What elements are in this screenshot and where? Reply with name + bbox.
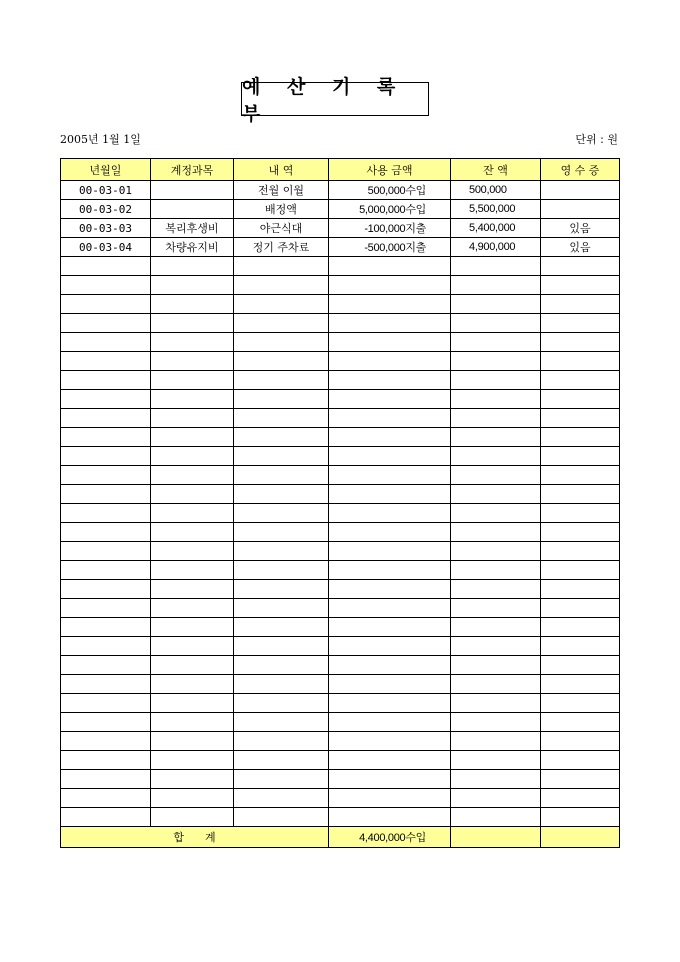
empty-row: [61, 618, 620, 637]
empty-row: [61, 409, 620, 428]
cell-receipt: [541, 276, 620, 295]
header-date: 년월일: [61, 159, 151, 181]
cell-account: [151, 656, 234, 675]
cell-date: 00-03-04: [61, 238, 151, 257]
cell-account: [151, 808, 234, 827]
cell-account: [151, 390, 234, 409]
cell-balance: [451, 732, 541, 751]
cell-date: [61, 675, 151, 694]
cell-detail: [234, 789, 329, 808]
cell-detail: [234, 580, 329, 599]
cell-receipt: [541, 371, 620, 390]
cell-account: 복리후생비: [151, 219, 234, 238]
cell-amount: [329, 599, 451, 618]
table-row: [61, 219, 620, 238]
cell-receipt: [541, 390, 620, 409]
empty-row: [61, 808, 620, 827]
cell-balance: [451, 751, 541, 770]
cell-balance: 4,900,000: [451, 238, 541, 257]
title-box: [241, 76, 429, 125]
cell-detail: 배정액: [234, 200, 329, 219]
cell-detail: [234, 523, 329, 542]
cell-account: [151, 732, 234, 751]
cell-account: [151, 333, 234, 352]
total-balance-cell: [451, 827, 541, 848]
cell-date: [61, 257, 151, 276]
cell-receipt: [541, 561, 620, 580]
cell-amount: -500,000지출: [329, 238, 451, 257]
cell-amount: [329, 447, 451, 466]
cell-date: [61, 504, 151, 523]
cell-detail: [234, 656, 329, 675]
cell-balance: [451, 352, 541, 371]
cell-receipt: 있음: [541, 238, 620, 257]
cell-amount: [329, 333, 451, 352]
cell-receipt: [541, 200, 620, 219]
cell-receipt: [541, 181, 620, 200]
cell-detail: [234, 770, 329, 789]
cell-detail: [234, 618, 329, 637]
cell-account: [151, 314, 234, 333]
cell-balance: 500,000: [451, 181, 541, 200]
cell-balance: [451, 295, 541, 314]
cell-detail: [234, 428, 329, 447]
empty-row: [61, 770, 620, 789]
cell-amount: [329, 314, 451, 333]
cell-date: [61, 523, 151, 542]
cell-amount: [329, 751, 451, 770]
cell-account: [151, 428, 234, 447]
cell-balance: 5,500,000: [451, 200, 541, 219]
empty-row: [61, 314, 620, 333]
cell-balance: [451, 257, 541, 276]
empty-row: [61, 485, 620, 504]
cell-receipt: [541, 504, 620, 523]
ledger-body: [61, 181, 620, 827]
cell-receipt: [541, 675, 620, 694]
cell-detail: [234, 276, 329, 295]
empty-row: [61, 713, 620, 732]
cell-balance: [451, 428, 541, 447]
cell-date: [61, 352, 151, 371]
cell-amount: [329, 485, 451, 504]
cell-date: [61, 751, 151, 770]
cell-date: [61, 789, 151, 808]
cell-balance: [451, 599, 541, 618]
cell-account: [151, 466, 234, 485]
cell-account: [151, 580, 234, 599]
cell-receipt: [541, 656, 620, 675]
cell-detail: [234, 390, 329, 409]
cell-account: [151, 352, 234, 371]
cell-receipt: [541, 409, 620, 428]
cell-amount: [329, 466, 451, 485]
empty-row: [61, 257, 620, 276]
cell-amount: [329, 409, 451, 428]
cell-detail: 전월 이월: [234, 181, 329, 200]
empty-row: [61, 789, 620, 808]
cell-receipt: [541, 257, 620, 276]
cell-receipt: [541, 713, 620, 732]
empty-row: [61, 694, 620, 713]
cell-receipt: [541, 694, 620, 713]
total-receipt-cell: [541, 827, 620, 848]
cell-receipt: [541, 618, 620, 637]
cell-date: 00-03-01: [61, 181, 151, 200]
empty-row: [61, 523, 620, 542]
cell-detail: [234, 637, 329, 656]
cell-date: [61, 637, 151, 656]
cell-receipt: [541, 428, 620, 447]
cell-receipt: [541, 789, 620, 808]
cell-date: 00-03-03: [61, 219, 151, 238]
cell-balance: [451, 371, 541, 390]
cell-balance: [451, 333, 541, 352]
cell-balance: [451, 618, 541, 637]
cell-receipt: [541, 599, 620, 618]
cell-date: [61, 409, 151, 428]
empty-row: [61, 390, 620, 409]
document-date: 2005년 1월 1일: [60, 133, 141, 146]
cell-detail: [234, 599, 329, 618]
cell-amount: [329, 523, 451, 542]
cell-detail: [234, 713, 329, 732]
cell-detail: [234, 542, 329, 561]
cell-amount: [329, 789, 451, 808]
cell-amount: [329, 352, 451, 371]
cell-detail: [234, 352, 329, 371]
cell-date: [61, 428, 151, 447]
cell-balance: 5,400,000: [451, 219, 541, 238]
empty-row: [61, 542, 620, 561]
cell-balance: [451, 561, 541, 580]
cell-amount: 500,000수입: [329, 181, 451, 200]
cell-amount: [329, 257, 451, 276]
empty-row: [61, 352, 620, 371]
cell-balance: [451, 656, 541, 675]
cell-balance: [451, 409, 541, 428]
empty-row: [61, 561, 620, 580]
cell-date: [61, 314, 151, 333]
cell-receipt: [541, 770, 620, 789]
cell-detail: [234, 808, 329, 827]
cell-detail: [234, 447, 329, 466]
empty-row: [61, 295, 620, 314]
empty-row: [61, 447, 620, 466]
header-detail: 내 역: [234, 159, 329, 181]
cell-amount: [329, 561, 451, 580]
cell-account: [151, 371, 234, 390]
cell-account: [151, 523, 234, 542]
document-title: 예 산 기 록 부: [242, 76, 406, 125]
cell-amount: [329, 675, 451, 694]
cell-amount: [329, 390, 451, 409]
cell-balance: [451, 504, 541, 523]
cell-amount: [329, 428, 451, 447]
cell-receipt: [541, 751, 620, 770]
cell-account: [151, 561, 234, 580]
cell-detail: [234, 257, 329, 276]
cell-amount: [329, 276, 451, 295]
empty-row: [61, 656, 620, 675]
header-receipt: 영 수 증: [541, 159, 620, 181]
cell-account: [151, 181, 234, 200]
cell-detail: [234, 333, 329, 352]
cell-balance: [451, 485, 541, 504]
empty-row: [61, 732, 620, 751]
cell-detail: [234, 466, 329, 485]
cell-account: [151, 257, 234, 276]
cell-detail: [234, 409, 329, 428]
cell-amount: [329, 656, 451, 675]
cell-receipt: [541, 485, 620, 504]
cell-receipt: [541, 732, 620, 751]
cell-date: [61, 770, 151, 789]
cell-account: [151, 789, 234, 808]
cell-account: [151, 675, 234, 694]
cell-account: [151, 618, 234, 637]
cell-date: [61, 656, 151, 675]
cell-account: [151, 295, 234, 314]
table-row: [61, 238, 620, 257]
cell-receipt: [541, 523, 620, 542]
unit-label: 단위 : 원: [575, 133, 618, 146]
cell-amount: [329, 371, 451, 390]
cell-account: [151, 751, 234, 770]
cell-account: [151, 694, 234, 713]
total-amount: 4,400,000수입: [329, 827, 451, 848]
cell-account: 차량유지비: [151, 238, 234, 257]
cell-amount: [329, 295, 451, 314]
cell-account: [151, 447, 234, 466]
table-row: [61, 181, 620, 200]
cell-detail: 정기 주차료: [234, 238, 329, 257]
cell-receipt: [541, 333, 620, 352]
cell-balance: [451, 637, 541, 656]
empty-row: [61, 428, 620, 447]
cell-amount: [329, 808, 451, 827]
cell-detail: [234, 295, 329, 314]
cell-detail: [234, 314, 329, 333]
cell-receipt: [541, 542, 620, 561]
cell-amount: 5,000,000수입: [329, 200, 451, 219]
empty-row: [61, 504, 620, 523]
cell-balance: [451, 276, 541, 295]
empty-row: [61, 371, 620, 390]
cell-balance: [451, 770, 541, 789]
cell-account: [151, 542, 234, 561]
cell-account: [151, 770, 234, 789]
cell-date: [61, 732, 151, 751]
cell-receipt: [541, 447, 620, 466]
empty-row: [61, 599, 620, 618]
cell-balance: [451, 789, 541, 808]
empty-row: [61, 466, 620, 485]
cell-balance: [451, 542, 541, 561]
cell-detail: [234, 371, 329, 390]
cell-detail: [234, 675, 329, 694]
cell-receipt: [541, 466, 620, 485]
cell-date: 00-03-02: [61, 200, 151, 219]
budget-ledger-table: [60, 158, 620, 848]
cell-date: [61, 447, 151, 466]
cell-amount: [329, 580, 451, 599]
cell-account: [151, 276, 234, 295]
cell-amount: [329, 713, 451, 732]
cell-amount: [329, 694, 451, 713]
cell-date: [61, 276, 151, 295]
cell-date: [61, 390, 151, 409]
total-row: [61, 827, 620, 848]
empty-row: [61, 276, 620, 295]
cell-balance: [451, 675, 541, 694]
cell-amount: [329, 504, 451, 523]
cell-receipt: [541, 580, 620, 599]
cell-amount: [329, 542, 451, 561]
cell-date: [61, 295, 151, 314]
cell-account: [151, 200, 234, 219]
header-row: [61, 159, 620, 181]
cell-amount: [329, 637, 451, 656]
cell-account: [151, 409, 234, 428]
cell-detail: [234, 751, 329, 770]
cell-date: [61, 542, 151, 561]
cell-balance: [451, 314, 541, 333]
cell-balance: [451, 390, 541, 409]
cell-amount: [329, 770, 451, 789]
cell-date: [61, 371, 151, 390]
cell-receipt: [541, 314, 620, 333]
cell-balance: [451, 523, 541, 542]
cell-detail: [234, 485, 329, 504]
cell-date: [61, 485, 151, 504]
cell-balance: [451, 713, 541, 732]
cell-amount: [329, 732, 451, 751]
cell-receipt: [541, 637, 620, 656]
table-row: [61, 200, 620, 219]
header-account: 계정과목: [151, 159, 234, 181]
cell-account: [151, 504, 234, 523]
cell-receipt: [541, 352, 620, 371]
cell-date: [61, 713, 151, 732]
empty-row: [61, 751, 620, 770]
header-amount: 사용 금액: [329, 159, 451, 181]
cell-amount: -100,000지출: [329, 219, 451, 238]
cell-detail: [234, 504, 329, 523]
cell-receipt: [541, 295, 620, 314]
cell-detail: [234, 694, 329, 713]
header-balance: 잔 액: [451, 159, 541, 181]
empty-row: [61, 333, 620, 352]
cell-account: [151, 485, 234, 504]
cell-date: [61, 599, 151, 618]
cell-date: [61, 466, 151, 485]
cell-amount: [329, 618, 451, 637]
total-label: 합 계: [61, 827, 329, 848]
cell-account: [151, 599, 234, 618]
cell-date: [61, 561, 151, 580]
cell-detail: [234, 561, 329, 580]
cell-balance: [451, 447, 541, 466]
cell-date: [61, 808, 151, 827]
cell-balance: [451, 808, 541, 827]
cell-date: [61, 580, 151, 599]
cell-date: [61, 333, 151, 352]
cell-date: [61, 618, 151, 637]
empty-row: [61, 580, 620, 599]
cell-receipt: 있음: [541, 219, 620, 238]
cell-account: [151, 713, 234, 732]
cell-balance: [451, 466, 541, 485]
empty-row: [61, 637, 620, 656]
cell-detail: [234, 732, 329, 751]
cell-date: [61, 694, 151, 713]
cell-receipt: [541, 808, 620, 827]
empty-row: [61, 675, 620, 694]
cell-account: [151, 637, 234, 656]
cell-balance: [451, 580, 541, 599]
cell-detail: 야근식대: [234, 219, 329, 238]
cell-balance: [451, 694, 541, 713]
